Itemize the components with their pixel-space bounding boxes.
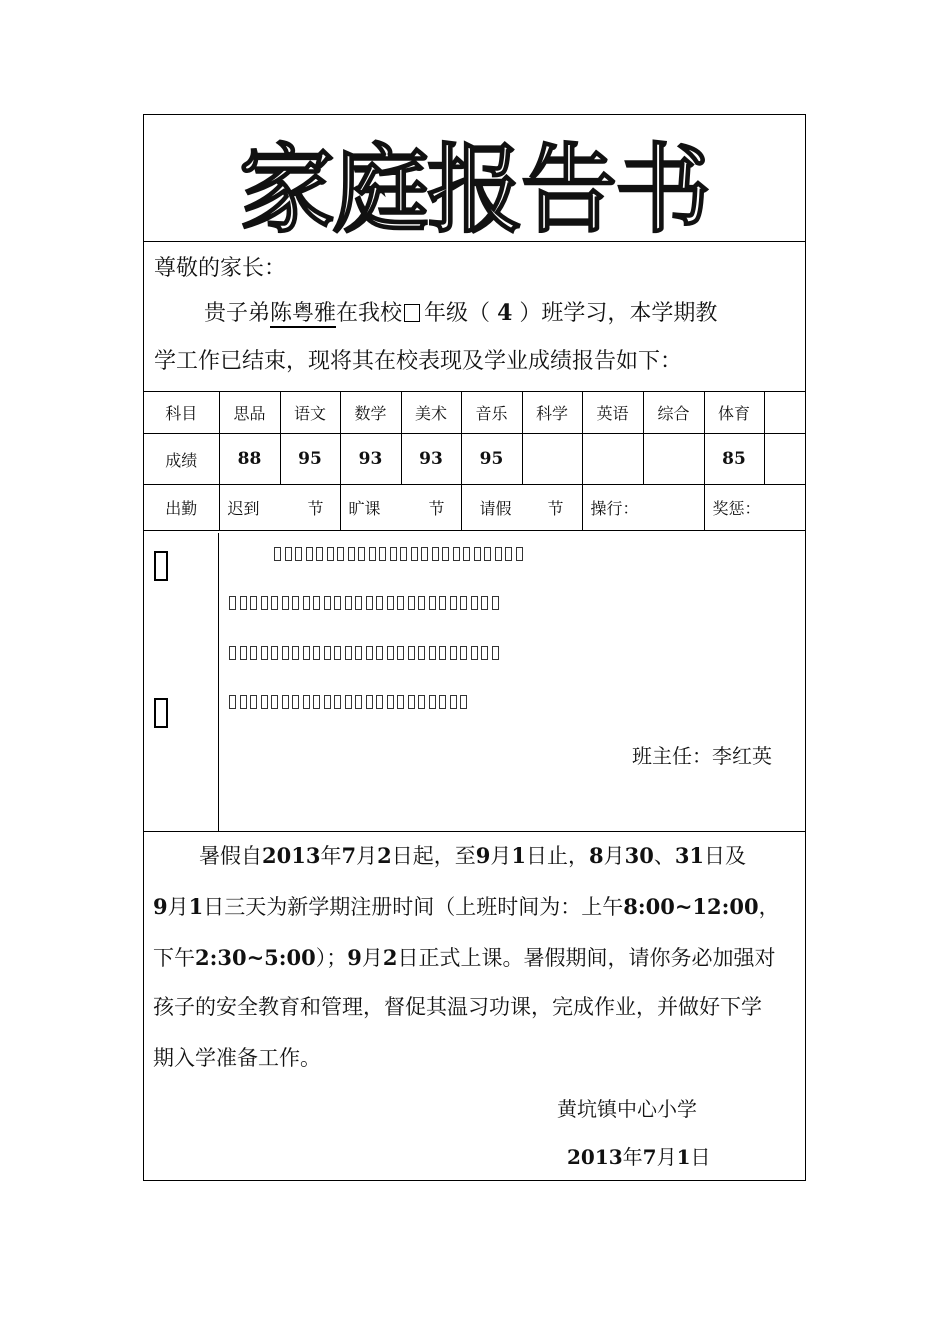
school-name: 黄坑镇中心小学 [557, 1097, 697, 1121]
placeholder-glyph [229, 646, 236, 660]
placeholder-glyph [408, 695, 415, 709]
placeholder-glyph [397, 695, 404, 709]
placeholder-glyph [303, 695, 310, 709]
rewards-cell: 奖惩： [704, 485, 805, 531]
placeholder-glyph [460, 596, 467, 610]
subject-cell: 语文 [280, 391, 340, 434]
placeholder-glyph [292, 596, 299, 610]
comment-placeholder-line [229, 695, 467, 709]
grades-table [144, 391, 805, 531]
placeholder-glyph [474, 547, 481, 561]
placeholder-glyph [471, 646, 478, 660]
placeholder-glyph [397, 646, 404, 660]
placeholder-glyph [285, 547, 292, 561]
subject-cell: 数学 [340, 391, 401, 434]
placeholder-glyph [460, 646, 467, 660]
score-header: 成绩 [144, 434, 219, 485]
conduct-cell: 操行： [582, 485, 704, 531]
placeholder-glyph [261, 695, 268, 709]
placeholder-glyph [292, 695, 299, 709]
score-cell: 93 [401, 434, 461, 485]
placeholder-glyph [492, 596, 499, 610]
comment-placeholder-line [229, 646, 499, 660]
placeholder-glyph [337, 547, 344, 561]
placeholder-glyph [229, 596, 236, 610]
placeholder-glyph [324, 596, 331, 610]
placeholder-glyph [366, 695, 373, 709]
placeholder-glyph [439, 646, 446, 660]
placeholder-glyph [516, 547, 523, 561]
class-number: 4 [497, 300, 513, 326]
score-cell: 93 [340, 434, 401, 485]
placeholder-glyph [376, 695, 383, 709]
placeholder-glyph [250, 695, 257, 709]
placeholder-glyph [316, 547, 323, 561]
notice-line-2: 9月1日三天为新学期注册时间（上班时间为：上午8:00~12:00， [153, 894, 780, 919]
placeholder-glyph [387, 695, 394, 709]
placeholder-glyph [376, 646, 383, 660]
placeholder-glyph [387, 596, 394, 610]
placeholder-glyph [450, 646, 457, 660]
side-glyph-box [154, 698, 168, 728]
placeholder-glyph [471, 596, 478, 610]
title-banner [144, 115, 805, 241]
placeholder-glyph [274, 547, 281, 561]
late-cell: 迟到 节 [219, 485, 340, 531]
placeholder-glyph [306, 547, 313, 561]
placeholder-glyph [429, 596, 436, 610]
placeholder-glyph [240, 646, 247, 660]
placeholder-glyph [411, 547, 418, 561]
placeholder-glyph [481, 646, 488, 660]
placeholder-glyph [250, 646, 257, 660]
placeholder-glyph [429, 695, 436, 709]
placeholder-glyph [295, 547, 302, 561]
placeholder-glyph [345, 596, 352, 610]
placeholder-glyph [345, 646, 352, 660]
student-name: 陈粤雅 [270, 301, 337, 326]
placeholder-glyph [355, 596, 362, 610]
greeting-line-1: 贵子弟陈粤雅在我校 年级（ 4 ）班学习，本学期教 [204, 300, 718, 326]
comment-section [144, 533, 805, 832]
subject-cell [764, 391, 805, 434]
placeholder-glyph [358, 547, 365, 561]
score-cell [643, 434, 704, 485]
score-cell [582, 434, 643, 485]
placeholder-glyph [355, 646, 362, 660]
placeholder-glyph [282, 695, 289, 709]
placeholder-glyph [324, 646, 331, 660]
placeholder-glyph [282, 646, 289, 660]
score-cell [764, 434, 805, 485]
placeholder-glyph [495, 547, 502, 561]
placeholder-glyph [271, 646, 278, 660]
vacation-notice [144, 831, 805, 1180]
placeholder-glyph [421, 547, 428, 561]
greeting-line-2: 学工作已结束，现将其在校表现及学业成绩报告如下： [154, 349, 683, 374]
placeholder-glyph [460, 695, 467, 709]
subject-cell: 英语 [582, 391, 643, 434]
placeholder-glyph [303, 646, 310, 660]
page-title: 家庭报告书 [239, 134, 709, 241]
subject-cell: 美术 [401, 391, 461, 434]
placeholder-glyph [387, 646, 394, 660]
placeholder-glyph [303, 596, 310, 610]
comment-side-label [144, 533, 219, 831]
attendance-header: 出勤 [144, 485, 219, 531]
subject-cell: 科学 [522, 391, 582, 434]
score-cell: 95 [280, 434, 340, 485]
placeholder-glyph [313, 596, 320, 610]
placeholder-glyph [313, 695, 320, 709]
placeholder-glyph [282, 596, 289, 610]
report-frame [143, 114, 806, 1181]
placeholder-glyph [439, 695, 446, 709]
placeholder-glyph [492, 646, 499, 660]
placeholder-glyph [271, 596, 278, 610]
comment-body [219, 533, 805, 831]
leave-cell: 请假 节 [461, 485, 582, 531]
score-cell: 95 [461, 434, 522, 485]
placeholder-glyph [379, 547, 386, 561]
subject-row [144, 391, 805, 434]
placeholder-glyph [261, 646, 268, 660]
placeholder-glyph [366, 646, 373, 660]
placeholder-glyph [229, 695, 236, 709]
placeholder-glyph [400, 547, 407, 561]
placeholder-glyph [376, 596, 383, 610]
subject-cell: 体育 [704, 391, 764, 434]
placeholder-glyph [369, 547, 376, 561]
placeholder-glyph [334, 596, 341, 610]
placeholder-glyph [327, 547, 334, 561]
notice-line-5: 期入学准备工作。 [153, 1046, 321, 1070]
absent-cell: 旷课 节 [340, 485, 461, 531]
placeholder-glyph [355, 695, 362, 709]
placeholder-glyph [397, 596, 404, 610]
placeholder-glyph [271, 695, 278, 709]
placeholder-glyph [390, 547, 397, 561]
score-cell: 85 [704, 434, 764, 485]
placeholder-glyph [432, 547, 439, 561]
subject-header: 科目 [144, 391, 219, 434]
greeting-section [144, 241, 805, 392]
placeholder-glyph [463, 547, 470, 561]
notice-line-4: 孩子的安全教育和管理，督促其温习功课，完成作业，并做好下学 [153, 995, 762, 1019]
score-cell: 88 [219, 434, 280, 485]
placeholder-glyph [250, 596, 257, 610]
placeholder-glyph [418, 646, 425, 660]
placeholder-glyph [484, 547, 491, 561]
placeholder-glyph [292, 646, 299, 660]
placeholder-glyph [240, 596, 247, 610]
issue-date: 2013年7月1日 [567, 1145, 711, 1169]
title-row [144, 115, 805, 242]
subject-cell: 综合 [643, 391, 704, 434]
placeholder-glyph [261, 596, 268, 610]
placeholder-glyph [505, 547, 512, 561]
grade-blank-box [404, 304, 420, 322]
salutation: 尊敬的家长： [154, 256, 287, 281]
placeholder-glyph [439, 596, 446, 610]
placeholder-glyph [442, 547, 449, 561]
teacher-signature: 班主任：李红英 [632, 744, 772, 768]
placeholder-glyph [429, 646, 436, 660]
placeholder-glyph [345, 695, 352, 709]
notice-line-3: 下午2:30~5:00）；9月2日正式上课。暑假期间，请你务必加强对 [153, 945, 776, 970]
attendance-row [144, 485, 805, 531]
placeholder-glyph [366, 596, 373, 610]
placeholder-glyph [453, 547, 460, 561]
placeholder-glyph [324, 695, 331, 709]
score-cell [522, 434, 582, 485]
notice-line-1: 暑假自2013年7月2日起，至9月1日止，8月30、31日及 [199, 843, 747, 868]
placeholder-glyph [418, 596, 425, 610]
subject-cell: 思品 [219, 391, 280, 434]
score-row [144, 434, 805, 485]
placeholder-glyph [450, 695, 457, 709]
placeholder-glyph [334, 646, 341, 660]
comment-placeholder-line [229, 596, 499, 610]
subject-cell: 音乐 [461, 391, 522, 434]
placeholder-glyph [313, 646, 320, 660]
placeholder-glyph [408, 596, 415, 610]
placeholder-glyph [240, 695, 247, 709]
placeholder-glyph [418, 695, 425, 709]
placeholder-glyph [408, 646, 415, 660]
side-glyph-box [154, 551, 168, 581]
placeholder-glyph [334, 695, 341, 709]
placeholder-glyph [348, 547, 355, 561]
placeholder-glyph [450, 596, 457, 610]
placeholder-glyph [481, 596, 488, 610]
comment-placeholder-line [274, 547, 523, 561]
